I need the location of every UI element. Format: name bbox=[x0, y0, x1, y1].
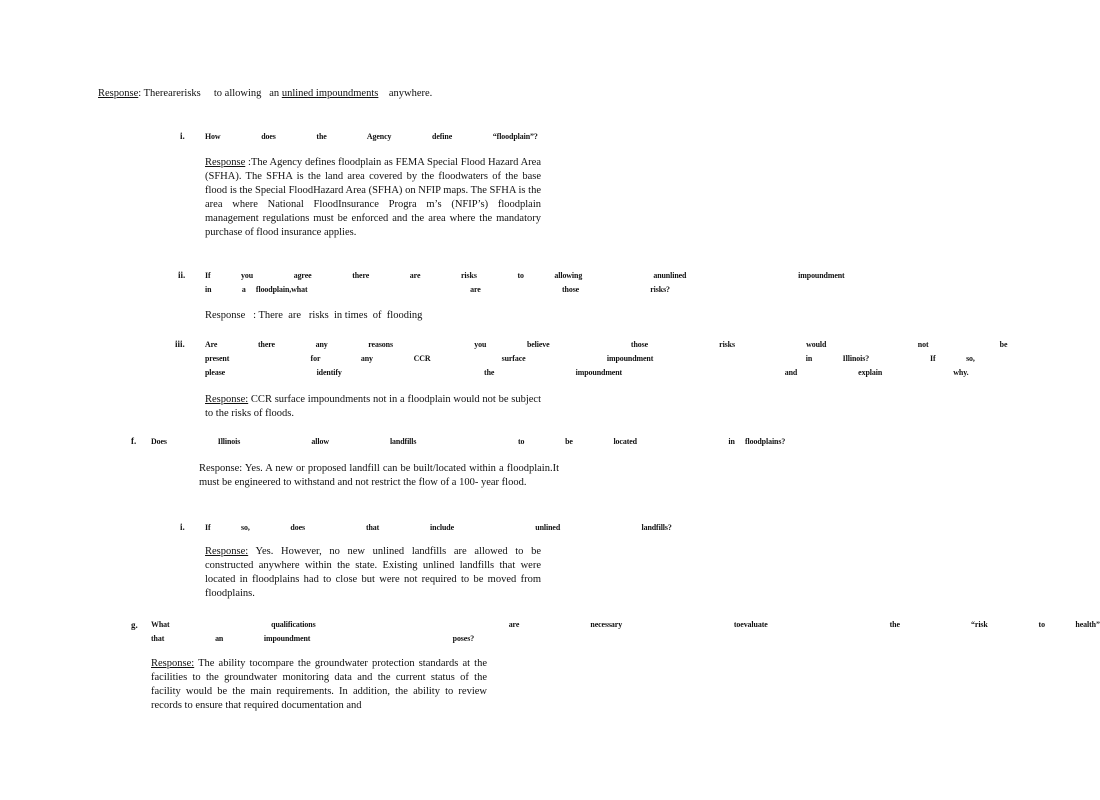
item-f-sub-response-text: Yes. However, no new unlined landfills are allowed to be constructed anywhere within the state. Existing unlined landfills that were located in floodplains had to close but were not required to be moved from floodplains. bbox=[205, 546, 541, 599]
top-response-text-b: unlined impoundments bbox=[281, 88, 379, 99]
item-f-sub-response-label: Response: bbox=[205, 546, 249, 557]
top-response-label: Response bbox=[98, 88, 139, 99]
item-ii-response-label: Response bbox=[205, 310, 246, 321]
item-g-response-text: The ability tocompare the groundwater protection standards at the facilities to the groundwater monitoring data and the current status of the facility would be the main requirements. In addition, the ability to review records to ensure that required documentation and bbox=[151, 658, 487, 711]
top-response-text-a: : Therearerisks to allowing an bbox=[138, 88, 282, 99]
item-ii-question-line-1: If you agree there are risks to allowing anunlined impoundment bbox=[205, 270, 845, 280]
item-iii-question bbox=[205, 337, 1008, 379]
item-f-question-line: Does Illinois allow landfills to be located in floodplains? bbox=[151, 436, 786, 446]
item-i-response bbox=[205, 156, 541, 240]
item-g-question-line-1: What qualifications are necessary toevaluate the “risk to health” bbox=[151, 619, 1100, 629]
item-ii-response-text: : There are risks in times of flooding bbox=[245, 310, 423, 321]
item-f-sub-marker: i. bbox=[180, 522, 185, 532]
item-ii-response bbox=[205, 309, 541, 323]
item-iii-response bbox=[205, 393, 541, 421]
item-iii-question-line-3: please identify the impoundment and explain why. bbox=[205, 367, 969, 377]
top-response-text-c: anywhere. bbox=[378, 88, 433, 99]
item-g-question bbox=[151, 617, 1100, 645]
item-f-sub-question bbox=[205, 520, 672, 534]
item-iii-question-line-2: present for any CCR surface impoundment in Illinois? If so, bbox=[205, 353, 975, 363]
item-ii-question-line-2: in a floodplain,what are those risks? bbox=[205, 284, 670, 294]
top-response bbox=[98, 87, 458, 101]
item-f-response-text: Response: Yes. A new or proposed landfill can be built/located within a floodplain.It must be engineered to withstand and not restrict the flow of a 100- year flood. bbox=[199, 463, 559, 488]
item-ii-question bbox=[205, 268, 845, 296]
item-g-response-label: Response: bbox=[151, 658, 195, 669]
item-f-response bbox=[199, 462, 559, 490]
item-i-question-line: How does the Agency define “floodplain”? bbox=[205, 131, 538, 141]
item-f-marker: f. bbox=[131, 436, 137, 446]
item-i-marker: i. bbox=[180, 131, 185, 141]
item-g-marker: g. bbox=[131, 620, 138, 630]
item-g-response bbox=[151, 657, 487, 713]
item-i-response-text: :The Agency defines floodplain as FEMA Special Flood Hazard Area (SFHA). The SFHA is the land area covered by the floodwaters of the base flood is the Special FloodHazard Area (SFHA) on NFIP maps. The SFHA is the area where National FloodInsurance Progra m’s (NFIP’s) floodplain management regulations must be enforced and the area where the mandatory purchase of flood insurance applies. bbox=[205, 157, 541, 238]
item-g-question-line-2: that an impoundment poses? bbox=[151, 633, 475, 643]
item-i-question bbox=[205, 129, 538, 143]
item-iii-question-line-1: Are there any reasons you believe those risks would not be bbox=[205, 339, 1008, 349]
item-ii-marker: ii. bbox=[178, 270, 186, 280]
item-iii-response-text: CCR surface impoundments not in a floodplain would not be subject to the risks of floods. bbox=[205, 394, 541, 419]
item-f-sub-response bbox=[205, 545, 541, 601]
item-i-response-label: Response bbox=[205, 157, 246, 168]
item-iii-response-label: Response: bbox=[205, 394, 249, 405]
item-f-question bbox=[151, 434, 786, 448]
item-f-sub-question-line: If so, does that include unlined landfills? bbox=[205, 522, 672, 532]
item-iii-marker: iii. bbox=[175, 339, 185, 349]
